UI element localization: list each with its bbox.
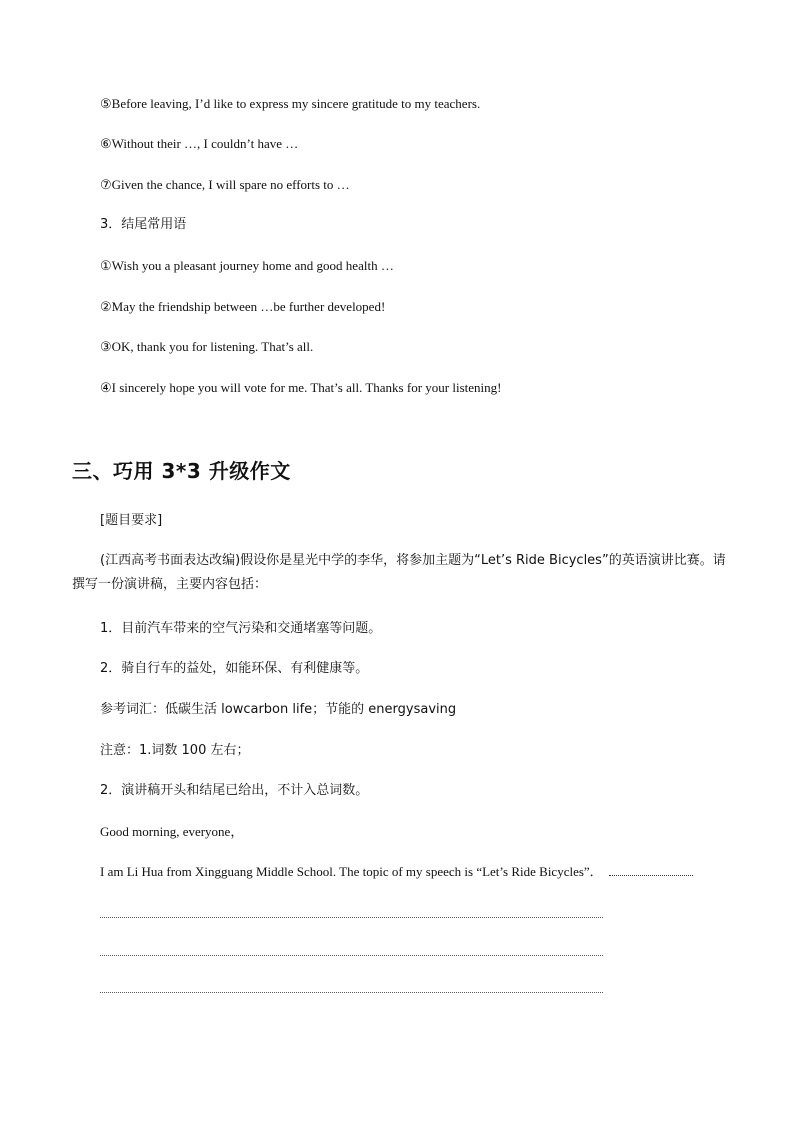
vocab-note: 参考词汇：低碳生活 lowcarbon life；节能的 energysaving	[100, 702, 457, 717]
opening-line	[100, 863, 693, 881]
word-count-note: 注意：1.词数 100 左右；	[100, 743, 250, 758]
closing-heading: 3．结尾常用语	[100, 217, 187, 232]
closing-phrase-1: ①Wish you a pleasant journey home and good health …	[100, 258, 394, 273]
answer-line-1[interactable]	[100, 917, 603, 918]
format-note: 2．演讲稿开头和结尾已给出，不计入总词数。	[100, 783, 369, 798]
answer-line-2[interactable]	[100, 955, 603, 956]
closing-phrase-3: ③OK, thank you for listening. That’s all.	[100, 339, 314, 354]
task-point-2: 2．骑自行车的益处，如能环保、有利健康等。	[100, 661, 369, 676]
section-title: 三、巧用 3*3 升级作文	[72, 459, 291, 483]
closing-phrase-2: ②May the friendship between …be further developed!	[100, 299, 386, 314]
phrase-6: ⑥Without their …, I couldn’t have …	[100, 136, 299, 151]
greeting: Good morning, everyone，	[100, 824, 244, 839]
task-label: [题目要求]	[100, 513, 163, 528]
task-point-1: 1．目前汽车带来的空气污染和交通堵塞等问题。	[100, 621, 382, 636]
opening-sentence: I am Li Hua from Xingguang Middle School. The topic of my speech is “Let’s Ride Bicycles”．	[100, 864, 603, 879]
phrase-5: ⑤Before leaving, I’d like to express my sincere gratitude to my teachers.	[100, 96, 481, 111]
answer-blank-inline[interactable]	[609, 865, 693, 876]
answer-line-3[interactable]	[100, 992, 603, 993]
phrase-7: ⑦Given the chance, I will spare no efforts to …	[100, 177, 350, 192]
task-intro: (江西高考书面表达改编)假设你是星光中学的李华，将参加主题为“Let’s Ride Bicycles”的英语演讲比赛。请撰写一份演讲稿，主要内容包括：	[72, 553, 726, 592]
closing-phrase-4: ④I sincerely hope you will vote for me. That’s all. Thanks for your listening!	[100, 380, 502, 395]
